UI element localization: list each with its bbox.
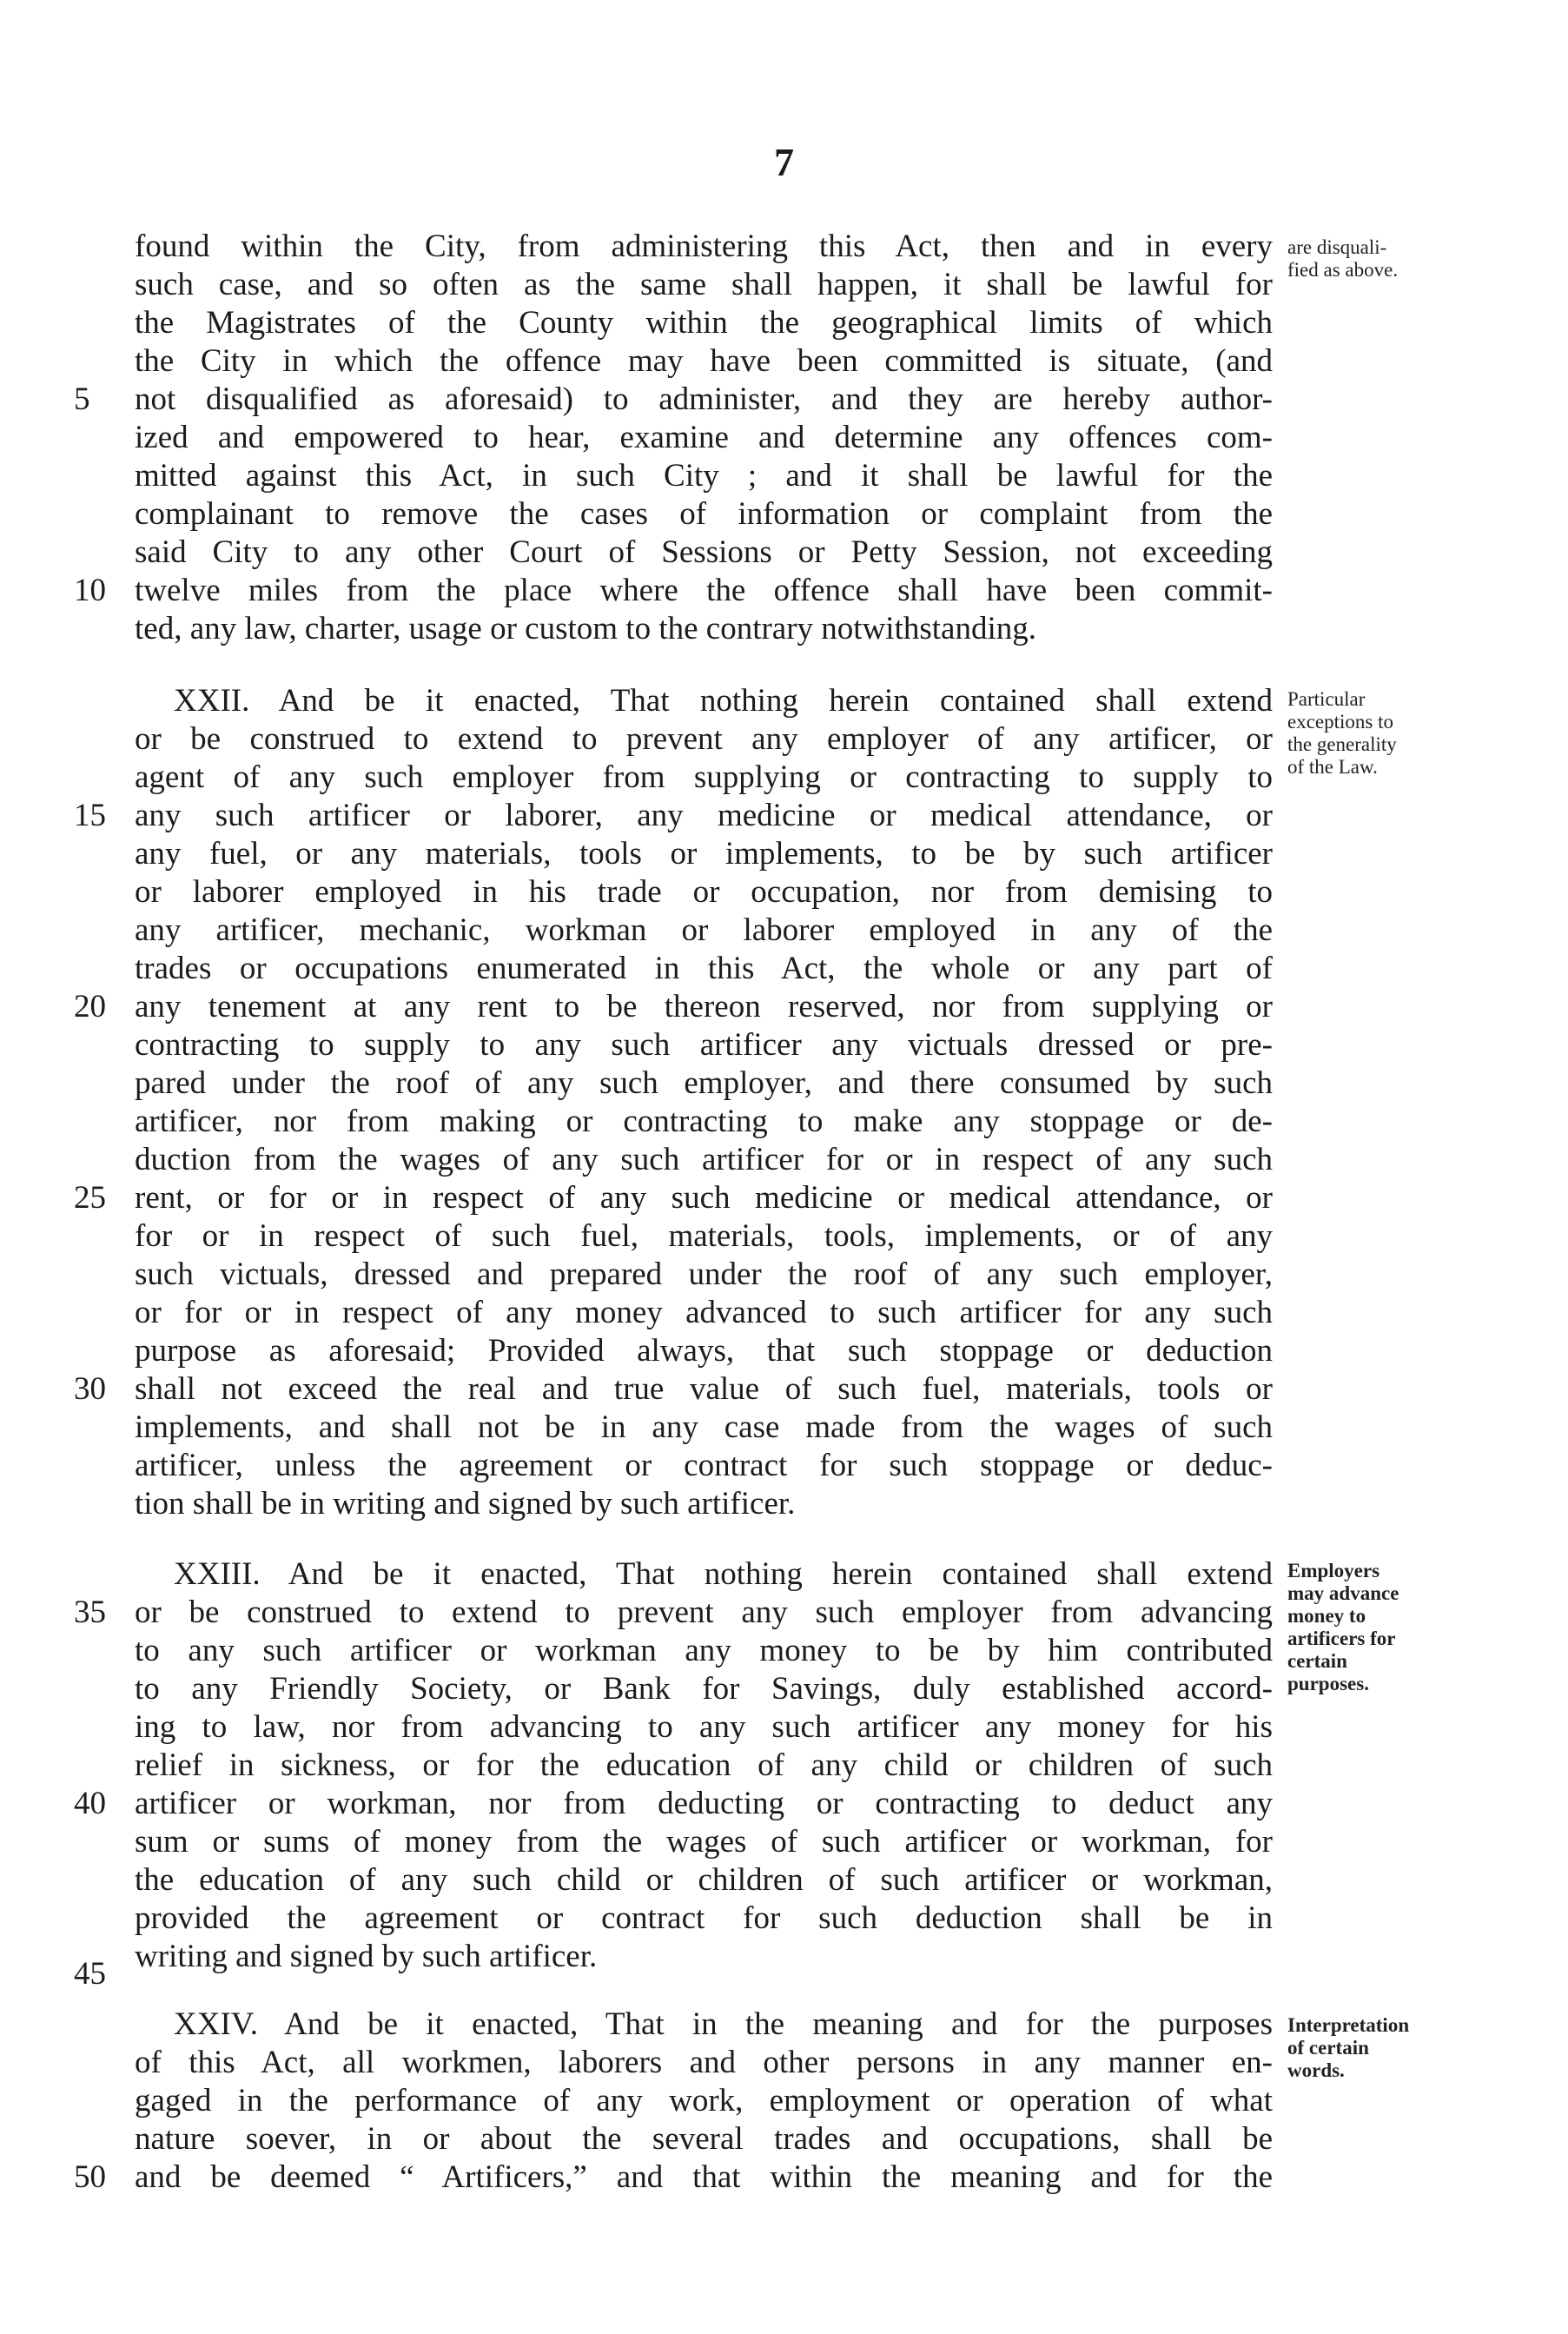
text-line [135,2082,1273,2120]
text-line [135,266,1273,304]
line-text: any fuel, or any materials, tools or implements, to be by such artificer [135,836,1273,872]
line-text: or be construed to extend to prevent any such employer from advancing [135,1595,1273,1630]
text-line [135,1332,1273,1370]
line-text: agent of any such employer from supplying or contracting to supply to [135,759,1273,795]
line-number: 10 [74,573,106,608]
margin-note-employers-advance [1287,1560,1470,1695]
margin-note-interpretation [1287,2014,1470,2082]
text-line [135,682,1273,720]
line-text: XXIV. And be it enacted, That in the meaning and for the purposes [174,2006,1273,2042]
text-line [135,1900,1273,1938]
line-text: such case, and so often as the same shall happen, it shall be lawful for [135,267,1273,302]
line-text: provided the agreement or contract for such deduction shall be in [135,1900,1273,1936]
margin-note-line: artificers for [1287,1628,1396,1649]
line-number: 5 [74,381,90,417]
text-line [74,2158,1273,2197]
margin-note-line: money to [1287,1605,1366,1627]
text-line [135,1217,1273,1256]
paragraph [74,2006,1273,2197]
line-text: the education of any such child or children of such artificer or workman, [135,1862,1273,1898]
line-text: to any Friendly Society, or Bank for Savings, duly established accord- [135,1671,1273,1707]
line-number: 35 [74,1595,106,1630]
line-text: mitted against this Act, in such City ; and it shall be lawful for the [135,458,1273,494]
line-number: 50 [74,2159,106,2195]
stray-line-number: 45 [74,1956,106,1992]
text-line [135,342,1273,381]
line-text: implements, and shall not be in any case made from the wages of such [135,1409,1273,1445]
text-line [135,2006,1273,2044]
margin-note-line: the generality [1287,733,1397,755]
margin-note-line: purposes. [1287,1673,1369,1694]
text-line [135,720,1273,759]
text-line [135,1861,1273,1900]
text-line [74,572,1273,610]
margin-note-line: are disquali- [1287,236,1387,258]
line-text: to any such artificer or workman any money to be by him contributed [135,1633,1273,1668]
text-line [135,2120,1273,2158]
line-text: twelve miles from the place where the offence shall have been commit- [135,573,1273,608]
text-line [135,1256,1273,1294]
margin-note-disqualified [1287,236,1470,282]
paragraph [74,682,1273,1523]
text-line [135,1141,1273,1179]
text-line [135,1708,1273,1747]
line-text: or for or in respect of any money advanced to such artificer for any such [135,1295,1273,1330]
text-line [135,912,1273,950]
text-line [135,457,1273,495]
line-text: duction from the wages of any such artificer for or in respect of any such [135,1142,1273,1177]
line-text: rent, or for or in respect of any such medicine or medical attendance, or [135,1180,1273,1216]
line-number: 25 [74,1180,106,1216]
text-line [135,1447,1273,1485]
line-text: purpose as aforesaid; Provided always, that such stoppage or deduction [135,1333,1273,1369]
line-text: gaged in the performance of any work, employment or operation of what [135,2083,1273,2119]
text-line [135,873,1273,912]
line-text: trades or occupations enumerated in this Act, the whole or any part of [135,951,1273,986]
line-text: XXII. And be it enacted, That nothing herein contained shall extend [174,683,1273,719]
text-line [74,1370,1273,1409]
margin-note-line: words. [1287,2059,1345,2081]
text-line [74,988,1273,1026]
line-text: relief in sickness, or for the education of any child or children of such [135,1747,1273,1783]
line-number: 40 [74,1786,106,1821]
text-line [135,419,1273,457]
text-line [135,835,1273,873]
text-line [135,1294,1273,1332]
text-line [135,1670,1273,1708]
text-line [135,1632,1273,1670]
margin-note-line: Interpretation [1287,2014,1410,2036]
page-number: 7 [774,140,794,184]
text-line [135,534,1273,572]
line-number: 20 [74,989,106,1024]
line-text: writing and signed by such artificer. [135,1939,598,1974]
text-line [74,1179,1273,1217]
line-text: artificer or workman, nor from deducting or contracting to deduct any [135,1786,1273,1821]
paragraph [74,228,1273,648]
text-line [135,2044,1273,2082]
text-line [135,1026,1273,1064]
text-line [135,1064,1273,1103]
line-text: found within the City, from administering this Act, then and in every [135,229,1273,264]
margin-note-line: certain [1287,1650,1347,1672]
margin-note-line: Particular [1287,688,1366,710]
line-number: 15 [74,798,106,833]
margin-note-line: Employers [1287,1560,1380,1581]
text-line [74,1785,1273,1823]
line-text: said City to any other Court of Sessions or Petty Session, not exceeding [135,534,1273,570]
text-line [135,1409,1273,1447]
text-line [74,1594,1273,1632]
text-line [135,1747,1273,1785]
line-text: sum or sums of money from the wages of such artificer or workman, for [135,1824,1273,1860]
line-text: not disqualified as aforesaid) to administer, and they are hereby author- [135,381,1273,417]
line-text: any tenement at any rent to be thereon reserved, nor from supplying or [135,989,1273,1024]
text-line [135,950,1273,988]
text-line [74,381,1273,419]
text-line [135,759,1273,797]
text-line [135,1555,1273,1594]
line-text: XXIII. And be it enacted, That nothing herein contained shall extend [174,1556,1273,1592]
text-line [135,304,1273,342]
line-text: ized and empowered to hear, examine and determine any offences com- [135,420,1273,455]
text-line [135,1938,1273,1976]
margin-note-line: may advance [1287,1582,1399,1604]
margin-note-exceptions [1287,688,1470,779]
text-line [135,610,1273,648]
margin-note-line: fied as above. [1287,259,1399,281]
text-line [135,228,1273,266]
margin-note-line: of certain [1287,2037,1369,2059]
line-text: and be deemed “ Artificers,” and that within the meaning and for the [135,2159,1273,2195]
line-text: the Magistrates of the County within the geographical limits of which [135,305,1273,341]
margin-note-line: of the Law. [1287,756,1378,778]
line-text: artificer, nor from making or contracting to make any stoppage or de- [135,1104,1273,1139]
line-text: ing to law, nor from advancing to any such artificer any money for his [135,1709,1273,1745]
line-text: any artificer, mechanic, workman or laborer employed in any of the [135,912,1273,948]
text-line [135,1485,1273,1523]
line-number: 30 [74,1371,106,1407]
line-text: artificer, unless the agreement or contract for such stoppage or deduc- [135,1448,1273,1483]
text-line [135,1823,1273,1861]
line-text: or be construed to extend to prevent any employer of any artificer, or [135,721,1273,757]
line-text: pared under the roof of any such employer, and there consumed by such [135,1065,1273,1101]
line-text: of this Act, all workmen, laborers and other persons in any manner en- [135,2045,1273,2080]
line-text: ted, any law, charter, usage or custom to the contrary notwithstanding. [135,611,1036,646]
line-text: the City in which the offence may have been committed is situate, (and [135,343,1273,379]
text-line [135,495,1273,534]
line-text: such victuals, dressed and prepared under the roof of any such employer, [135,1257,1273,1292]
margin-note-line: exceptions to [1287,711,1393,733]
line-text: complainant to remove the cases of information or complaint from the [135,496,1273,532]
line-text: any such artificer or laborer, any medicine or medical attendance, or [135,798,1273,833]
line-text: contracting to supply to any such artificer any victuals dressed or pre- [135,1027,1273,1063]
line-text: or laborer employed in his trade or occupation, nor from demising to [135,874,1273,910]
line-text: for or in respect of such fuel, materials, tools, implements, or of any [135,1218,1273,1254]
text-line [74,797,1273,835]
line-text: shall not exceed the real and true value of such fuel, materials, tools or [135,1371,1273,1407]
line-text: tion shall be in writing and signed by such artificer. [135,1486,796,1522]
text-line [135,1103,1273,1141]
line-text: nature soever, in or about the several trades and occupations, shall be [135,2121,1273,2157]
